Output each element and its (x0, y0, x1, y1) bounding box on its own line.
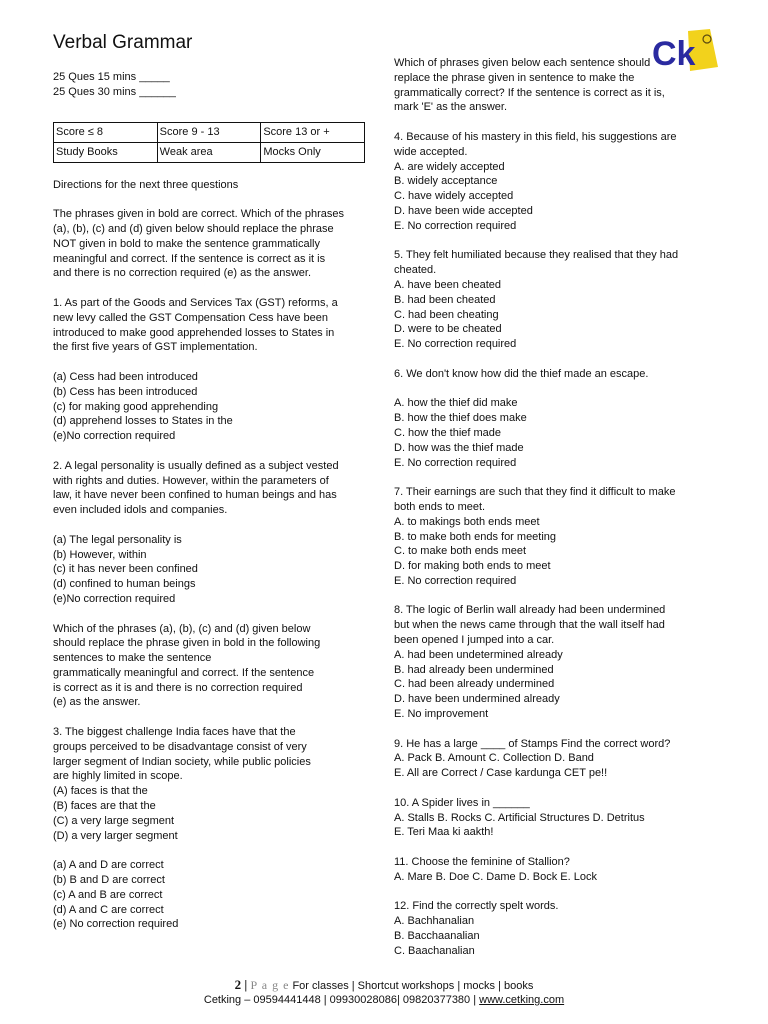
text-line: are highly limited in scope. (53, 770, 183, 783)
text-line: E. No correction required (394, 338, 517, 351)
text-line: (e) No correction required (53, 918, 179, 931)
text-line: 5. They felt humiliated because they realised that they had (394, 249, 679, 262)
question-6-options (394, 396, 708, 470)
directions-heading: Directions for the next three questions (53, 178, 239, 191)
question-10 (394, 796, 708, 840)
text-line: both ends to meet. (394, 500, 486, 513)
score-cell: Score 13 or + (261, 122, 365, 142)
text-line: The phrases given in bold are correct. Which of the phrases (53, 208, 345, 221)
question-3-options (53, 858, 365, 932)
text-line: C. had been already undermined (394, 678, 555, 691)
question-7 (394, 485, 708, 589)
question-12 (394, 899, 708, 958)
question-4 (394, 130, 708, 234)
text-line: NOT given in bold to make the sentence grammatically (53, 237, 320, 250)
text-line: grammatically meaningful and correct. If the sentence (53, 666, 315, 679)
text-line: wide accepted. (394, 145, 468, 158)
text-line: and there is no correction required (e) as the answer. (53, 267, 312, 280)
text-line: (d) confined to human beings (53, 578, 196, 591)
text-line: E. No correction required (394, 219, 517, 232)
text-line: C. how the thief made (394, 426, 502, 439)
text-line: (d) A and C are correct (53, 903, 164, 916)
score-cell: Score ≤ 8 (54, 122, 158, 142)
text-line: A. Bachhanalian (394, 915, 475, 928)
text-line: (a) Cess had been introduced (53, 370, 198, 383)
text-line: B. Bacchaanalian (394, 930, 480, 943)
text-line: C. have widely accepted (394, 190, 514, 203)
question-2-options (53, 533, 365, 607)
question-6: 6. We don't know how did the thief made an escape. (394, 367, 649, 380)
text-line: is correct as it is and there is no correction required (53, 681, 303, 694)
timing-line: 25 Ques 30 mins ______ (53, 85, 176, 98)
text-line: cheated. (394, 264, 437, 277)
question-9 (394, 737, 708, 781)
text-line: even included idols and companies. (53, 504, 228, 517)
text-line: (a) The legal personality is (53, 533, 182, 546)
page-word: P a g e (250, 978, 290, 992)
text-line: 9. He has a large ____ of Stamps Find the correct word? (394, 737, 671, 750)
text-line: 2. A legal personality is usually defined as a subject vested (53, 459, 339, 472)
text-line: 10. A Spider lives in ______ (394, 796, 530, 809)
text-line: but when the news came through that the wall itself had (394, 619, 665, 632)
footer-line-2 (0, 993, 768, 1007)
score-cell: Study Books (54, 142, 158, 162)
score-cell: Weak area (157, 142, 261, 162)
text-line: (d) apprehend losses to States in the (53, 415, 233, 428)
text-line: (a) A and D are correct (53, 859, 164, 872)
text-line: (D) a very larger segment (53, 829, 178, 842)
score-cell: Score 9 - 13 (157, 122, 261, 142)
text-line: E. No correction required (394, 456, 517, 469)
text-line: should replace the phrase given in bold in the following (53, 637, 321, 650)
text-line: (c) for making good apprehending (53, 400, 219, 413)
text-line: 7. Their earnings are such that they find it difficult to make (394, 486, 676, 499)
score-table (53, 122, 365, 163)
text-line: C. Baachanalian (394, 944, 475, 957)
timing-line: 25 Ques 15 mins _____ (53, 71, 170, 83)
text-line: D. were to be cheated (394, 323, 502, 336)
text-line: E. No correction required (394, 574, 517, 587)
text-line: with rights and duties. However, within the parameters of (53, 474, 329, 487)
score-cell: Mocks Only (261, 142, 365, 162)
footer-contacts: Cetking – 09594441448 | 09930028086| 09820377380 | (203, 994, 480, 1006)
text-line: meaningful and correct. If the sentence is correct as it is (53, 252, 326, 265)
right-column (394, 56, 708, 959)
text-line: (b) Cess has been introduced (53, 385, 198, 398)
text-line: the first five years of GST implementation. (53, 341, 258, 354)
text-line: B. had already been undermined (394, 663, 554, 676)
text-line: larger segment of Indian society, while public policies (53, 755, 311, 768)
question-2 (53, 459, 365, 518)
footer-separator: | (241, 977, 251, 992)
text-line: Which of phrases given below each sentence should (394, 57, 651, 69)
footer-line-1 (0, 978, 768, 993)
page-footer (0, 978, 768, 1007)
text-line: B. to make both ends for meeting (394, 530, 557, 543)
text-line: E. All are Correct / Case kardunga CET pe!! (394, 767, 608, 780)
text-line: (e)No correction required (53, 430, 176, 443)
timing-lines (53, 70, 365, 100)
text-line: A. to makings both ends meet (394, 515, 540, 528)
text-line: 3. The biggest challenge India faces have that the (53, 726, 296, 739)
website-link[interactable]: www.cetking.com (479, 994, 565, 1006)
text-line: (e) as the answer. (53, 696, 141, 709)
text-line: A. Pack B. Amount C. Collection D. Band (394, 752, 594, 765)
footer-services: For classes | Shortcut workshops | mocks | books (289, 980, 534, 992)
text-line: sentences to make the sentence (53, 652, 212, 665)
text-line: 12. Find the correctly spelt words. (394, 900, 559, 913)
text-line: E. Teri Maa ki aakth! (394, 826, 494, 839)
text-line: Which of the phrases (a), (b), (c) and (d) given below (53, 622, 311, 635)
text-line: D. how was the thief made (394, 441, 524, 454)
text-line: (e)No correction required (53, 592, 176, 605)
text-line: 8. The logic of Berlin wall already had been undermined (394, 604, 666, 617)
score-row (54, 122, 365, 142)
text-line: 11. Choose the feminine of Stallion? (394, 856, 570, 869)
text-line: (c) it has never been confined (53, 563, 198, 576)
text-line: new levy called the GST Compensation Cess have been (53, 311, 328, 324)
score-row (54, 142, 365, 162)
text-line: B. had been cheated (394, 293, 496, 306)
text-line: A. are widely accepted (394, 160, 505, 173)
text-line: E. No improvement (394, 708, 489, 721)
question-11 (394, 855, 708, 885)
text-line: D. have been wide accepted (394, 204, 533, 217)
text-line: grammatically correct? If the sentence is correct as it is, (394, 86, 665, 99)
directions-2 (53, 622, 365, 711)
text-line: (c) A and B are correct (53, 888, 163, 901)
directions-body (53, 207, 365, 281)
logo-text: Ck (652, 35, 696, 73)
page-number: 2 (234, 977, 242, 992)
text-line: 1. As part of the Goods and Services Tax (GST) reforms, a (53, 296, 338, 309)
question-5 (394, 248, 708, 352)
question-1 (53, 296, 365, 355)
directions-right (394, 56, 708, 115)
text-line: (A) faces is that the (53, 785, 148, 798)
text-line: C. to make both ends meet (394, 545, 527, 558)
text-line: (B) faces are that the (53, 800, 156, 813)
text-line: mark 'E' as the answer. (394, 101, 508, 114)
text-line: A. Mare B. Doe C. Dame D. Bock E. Lock (394, 870, 597, 883)
text-line: A. how the thief did make (394, 397, 518, 410)
text-line: 4. Because of his mastery in this field, his suggestions are (394, 130, 677, 143)
text-line: law, it have never been confined to human beings and has (53, 489, 337, 502)
text-line: introduced to make good apprehended losses to States in (53, 326, 335, 339)
text-line: C. had been cheating (394, 308, 499, 321)
text-line: (b) However, within (53, 548, 147, 561)
text-line: (a), (b), (c) and (d) given below should replace the phrase (53, 222, 334, 235)
text-line: D. for making both ends to meet (394, 560, 551, 573)
text-line: A. have been cheated (394, 278, 502, 291)
text-line: A. Stalls B. Rocks C. Artificial Structures D. Detritus (394, 811, 645, 824)
text-line: D. have been undermined already (394, 693, 560, 706)
text-line: groups perceived to be disadvantage consist of very (53, 740, 307, 753)
question-3 (53, 725, 365, 843)
text-line: A. had been undetermined already (394, 648, 563, 661)
question-8 (394, 603, 708, 721)
text-line: replace the phrase given in sentence to make the (394, 71, 635, 84)
text-line: B. how the thief does make (394, 412, 527, 425)
text-line: (b) B and D are correct (53, 874, 165, 887)
left-column (53, 30, 365, 932)
text-line: been opened I jumped into a car. (394, 634, 555, 647)
page-title: Verbal Grammar (53, 32, 193, 53)
text-line: B. widely acceptance (394, 175, 498, 188)
text-line: (C) a very large segment (53, 814, 175, 827)
question-1-options (53, 370, 365, 444)
